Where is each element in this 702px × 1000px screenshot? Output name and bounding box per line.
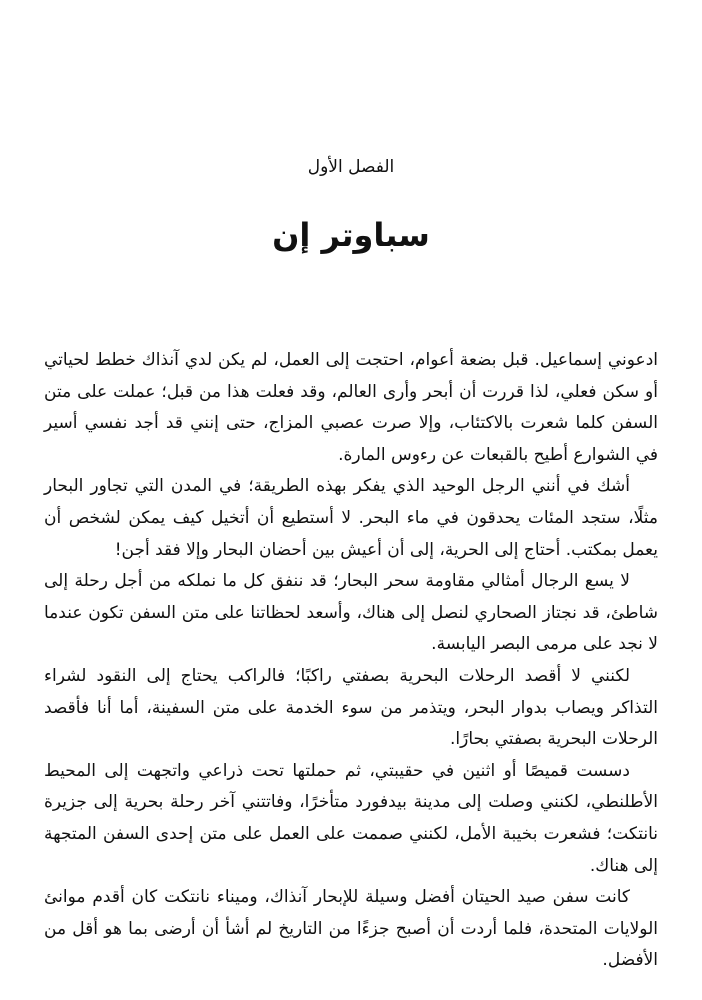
paragraph: كانت سفن صيد الحيتان أفضل وسيلة للإبحار آنذاك، وميناء نانتكت كان أقدم موانئ الولايات المتحدة، فلما أردت أن أصبح جزءًا من التاريخ لم أشأ أن أرضى بما هو أقل من الأفضل.	[44, 887, 658, 971]
paragraph: لا يسع الرجال أمثالي مقاومة سحر البحار؛ قد ننفق كل ما نملكه من أجل رحلة إلى شاطئ، قد نجتاز الصحاري لنصل إلى هناك، وأسعد لحظاتنا على متن السفن تكون عندما لا نجد على مرمى البصر اليابسة.	[44, 571, 658, 655]
chapter-label: الفصل الأول	[307, 157, 395, 177]
chapter-title: سباوتر إن	[272, 216, 430, 254]
paragraph: أشك في أنني الرجل الوحيد الذي يفكر بهذه الطريقة؛ في المدن التي تجاور البحار مثلًا، ستجد المئات يحدقون في ماء البحر. لا أستطيع أن أتخيل كيف يمكن لشخص أن يعمل بمكتب. أحتاج إلى الحرية، إلى أن أعيش بين أحضان البحار وإلا فقد أجن!	[44, 476, 658, 560]
chapter-body	[44, 345, 658, 977]
paragraph: لكنني لا أقصد الرحلات البحرية بصفتي راكبًا؛ فالراكب يحتاج إلى النقود لشراء التذاكر ويصاب بدوار البحر، ويتذمر من سوء الخدمة على متن السفينة، أما أنا فأقصد الرحلات البحرية بصفتي بحارًا.	[44, 665, 658, 750]
paragraph: ادعوني إسماعيل. قبل بضعة أعوام، احتجت إلى العمل، لم يكن لدي آنذاك خطط لحياتي أو سكن فعلي، لذا قررت أن أبحر وأرى العالم، وقد فعلت هذا من قبل؛ عملت على متن السفن كلما شعرت بالاكتئاب، وإلا صرت عصبي المزاج، حتى إنني قد أجد نفسي أسير في الشوارع أطيح بالقبعات عن رءوس المارة.	[44, 350, 658, 465]
paragraph: دسست قميصًا أو اثنين في حقيبتي، ثم حملتها تحت ذراعي واتجهت إلى المحيط الأطلنطي، لكنني وصلت إلى مدينة بيدفورد متأخرًا، وفاتتني آخر رحلة بحرية إلى جزيرة نانتكت؛ فشعرت بخيبة الأمل، لكنني صممت على العمل على متن إحدى السفن المتجهة إلى هناك.	[44, 760, 658, 876]
